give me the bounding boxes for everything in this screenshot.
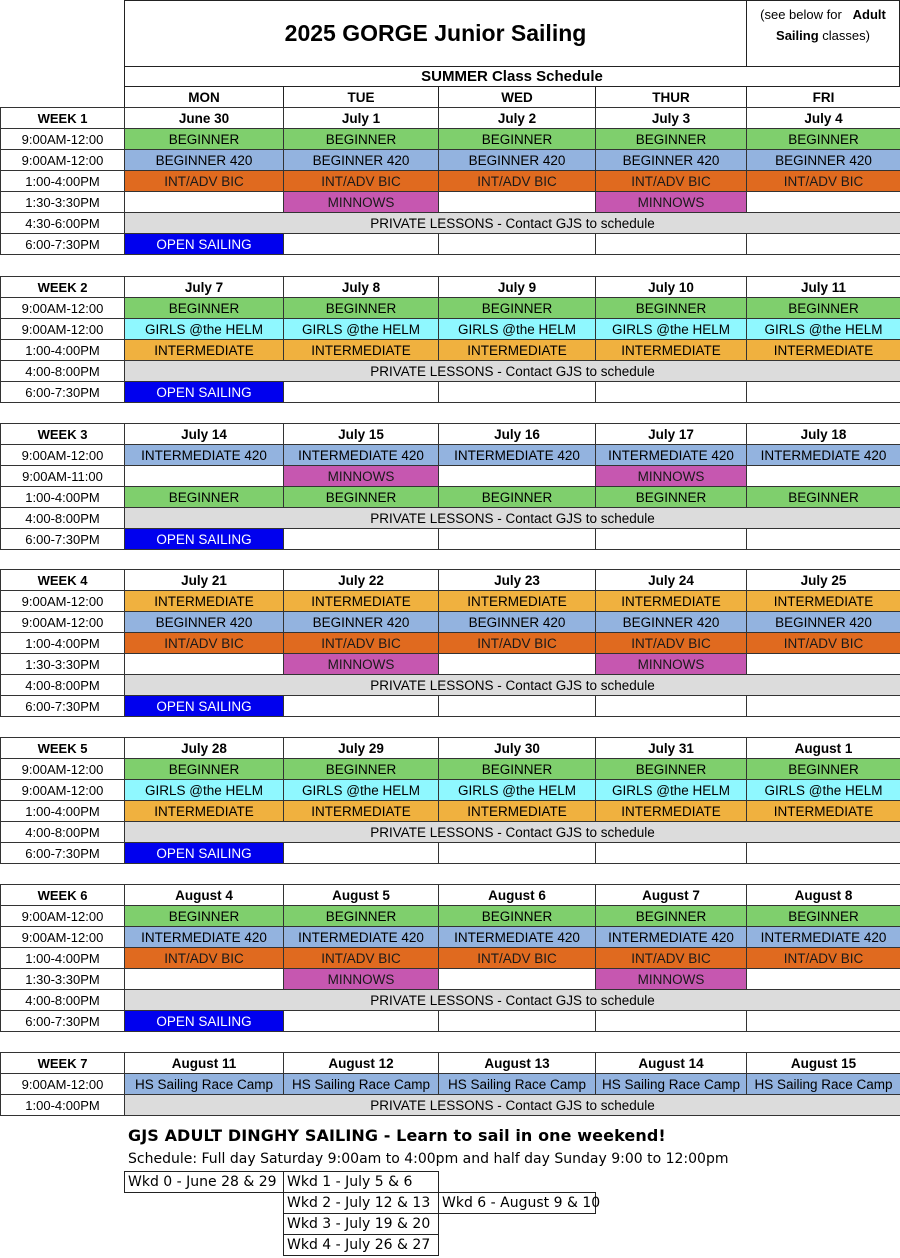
- class-cell: INTERMEDIATE 420: [595, 926, 747, 948]
- empty-slot: [124, 653, 284, 675]
- schedule-subtitle: SUMMER Class Schedule: [124, 66, 900, 87]
- time-slot: 4:30-6:00PM: [0, 212, 125, 234]
- time-slot: 1:30-3:30PM: [0, 653, 125, 675]
- empty-slot: [438, 968, 596, 990]
- private-lessons-row: PRIVATE LESSONS - Contact GJS to schedule: [124, 212, 900, 234]
- date-header: July 14: [124, 423, 284, 445]
- class-cell: BEGINNER: [595, 128, 747, 150]
- class-cell: BEGINNER: [438, 905, 596, 927]
- class-cell: INTERMEDIATE: [438, 800, 596, 822]
- class-cell: INTERMEDIATE: [124, 800, 284, 822]
- time-slot: 1:00-4:00PM: [0, 339, 125, 361]
- empty-slot: [746, 653, 900, 675]
- class-cell: GIRLS @the HELM: [746, 779, 900, 801]
- class-cell: INTERMEDIATE 420: [746, 926, 900, 948]
- class-cell: MINNOWS: [595, 191, 747, 213]
- class-cell: BEGINNER 420: [438, 611, 596, 633]
- time-slot: 9:00AM-12:00: [0, 297, 125, 319]
- time-slot: 9:00AM-12:00: [0, 758, 125, 780]
- private-lessons-row: PRIVATE LESSONS - Contact GJS to schedule: [124, 821, 900, 843]
- time-slot: 4:00-8:00PM: [0, 674, 125, 696]
- class-cell: BEGINNER: [438, 297, 596, 319]
- class-cell: BEGINNER: [746, 486, 900, 508]
- adult-weekend: Wkd 0 - June 28 & 29: [124, 1171, 285, 1193]
- date-header: August 13: [438, 1052, 596, 1074]
- empty-slot: [438, 842, 596, 864]
- class-cell: BEGINNER 420: [438, 149, 596, 171]
- class-cell: GIRLS @the HELM: [283, 779, 439, 801]
- date-header: August 14: [595, 1052, 747, 1074]
- date-header: July 30: [438, 737, 596, 759]
- empty-slot: [746, 233, 900, 255]
- class-cell: INTERMEDIATE: [124, 590, 284, 612]
- class-cell: MINNOWS: [595, 465, 747, 487]
- date-header: June 30: [124, 107, 284, 129]
- class-cell: BEGINNER: [283, 128, 439, 150]
- time-slot: 6:00-7:30PM: [0, 1010, 125, 1032]
- class-cell: BEGINNER: [438, 758, 596, 780]
- class-cell: BEGINNER: [746, 758, 900, 780]
- date-header: July 31: [595, 737, 747, 759]
- class-cell: HS Sailing Race Camp: [595, 1073, 747, 1095]
- time-slot: 1:00-4:00PM: [0, 486, 125, 508]
- class-cell: HS Sailing Race Camp: [124, 1073, 284, 1095]
- class-cell: GIRLS @the HELM: [283, 318, 439, 340]
- class-cell: OPEN SAILING: [124, 233, 284, 255]
- empty-slot: [283, 1010, 439, 1032]
- date-header: August 6: [438, 884, 596, 906]
- class-cell: INTERMEDIATE: [595, 339, 747, 361]
- class-cell: BEGINNER: [595, 486, 747, 508]
- class-cell: MINNOWS: [283, 191, 439, 213]
- time-slot: 6:00-7:30PM: [0, 233, 125, 255]
- private-lessons-row: PRIVATE LESSONS - Contact GJS to schedule: [124, 360, 900, 382]
- class-cell: BEGINNER: [746, 905, 900, 927]
- time-slot: 9:00AM-12:00: [0, 779, 125, 801]
- week-label: WEEK 2: [0, 276, 125, 298]
- date-header: July 22: [283, 569, 439, 591]
- class-cell: INT/ADV BIC: [746, 170, 900, 192]
- time-slot: 9:00AM-12:00: [0, 318, 125, 340]
- class-cell: INTERMEDIATE: [746, 590, 900, 612]
- time-slot: 9:00AM-12:00: [0, 128, 125, 150]
- class-cell: GIRLS @the HELM: [595, 318, 747, 340]
- time-slot: 9:00AM-12:00: [0, 444, 125, 466]
- class-cell: INTERMEDIATE: [124, 339, 284, 361]
- time-slot: 4:00-8:00PM: [0, 360, 125, 382]
- class-cell: INT/ADV BIC: [283, 632, 439, 654]
- class-cell: INT/ADV BIC: [595, 947, 747, 969]
- date-header: August 5: [283, 884, 439, 906]
- time-slot: 9:00AM-12:00: [0, 611, 125, 633]
- class-cell: INTERMEDIATE: [595, 800, 747, 822]
- class-cell: OPEN SAILING: [124, 528, 284, 550]
- time-slot: 6:00-7:30PM: [0, 528, 125, 550]
- empty-slot: [595, 528, 747, 550]
- class-cell: BEGINNER: [595, 297, 747, 319]
- class-cell: OPEN SAILING: [124, 842, 284, 864]
- class-cell: INTERMEDIATE: [746, 800, 900, 822]
- class-cell: INTERMEDIATE: [595, 590, 747, 612]
- empty-slot: [124, 968, 284, 990]
- class-cell: BEGINNER 420: [124, 149, 284, 171]
- empty-slot: [438, 381, 596, 403]
- empty-slot: [283, 695, 439, 717]
- date-header: July 1: [283, 107, 439, 129]
- empty-slot: [746, 528, 900, 550]
- adult-schedule: Schedule: Full day Saturday 9:00am to 4:00pm and half day Sunday 9:00 to 12:00pm: [128, 1151, 729, 1167]
- time-slot: 9:00AM-11:00: [0, 465, 125, 487]
- date-header: July 2: [438, 107, 596, 129]
- class-cell: INTERMEDIATE 420: [746, 444, 900, 466]
- week-label: WEEK 3: [0, 423, 125, 445]
- class-cell: BEGINNER 420: [283, 611, 439, 633]
- empty-slot: [746, 191, 900, 213]
- date-header: July 17: [595, 423, 747, 445]
- week-label: WEEK 4: [0, 569, 125, 591]
- empty-slot: [746, 968, 900, 990]
- class-cell: MINNOWS: [283, 653, 439, 675]
- time-slot: 9:00AM-12:00: [0, 905, 125, 927]
- class-cell: BEGINNER 420: [283, 149, 439, 171]
- empty-slot: [746, 1010, 900, 1032]
- class-cell: INT/ADV BIC: [283, 947, 439, 969]
- week-label: WEEK 1: [0, 107, 125, 129]
- class-cell: BEGINNER: [595, 758, 747, 780]
- class-cell: OPEN SAILING: [124, 1010, 284, 1032]
- date-header: July 23: [438, 569, 596, 591]
- private-lessons-row: PRIVATE LESSONS - Contact GJS to schedule: [124, 507, 900, 529]
- time-slot: 1:00-4:00PM: [0, 947, 125, 969]
- time-slot: 1:00-4:00PM: [0, 1094, 125, 1116]
- class-cell: INT/ADV BIC: [438, 632, 596, 654]
- day-header: WED: [438, 86, 596, 108]
- class-cell: INT/ADV BIC: [438, 170, 596, 192]
- time-slot: 1:30-3:30PM: [0, 968, 125, 990]
- time-slot: 4:00-8:00PM: [0, 507, 125, 529]
- class-cell: GIRLS @the HELM: [595, 779, 747, 801]
- empty-slot: [746, 381, 900, 403]
- week-label: WEEK 5: [0, 737, 125, 759]
- class-cell: BEGINNER: [746, 297, 900, 319]
- time-slot: 1:00-4:00PM: [0, 170, 125, 192]
- time-slot: 6:00-7:30PM: [0, 842, 125, 864]
- class-cell: INTERMEDIATE: [438, 339, 596, 361]
- empty-slot: [746, 695, 900, 717]
- class-cell: BEGINNER 420: [595, 611, 747, 633]
- day-header: FRI: [746, 86, 900, 108]
- time-slot: 9:00AM-12:00: [0, 590, 125, 612]
- private-lessons-row: PRIVATE LESSONS - Contact GJS to schedule: [124, 1094, 900, 1116]
- class-cell: INT/ADV BIC: [746, 632, 900, 654]
- class-cell: BEGINNER: [283, 905, 439, 927]
- class-cell: INT/ADV BIC: [595, 632, 747, 654]
- date-header: August 8: [746, 884, 900, 906]
- class-cell: BEGINNER: [124, 297, 284, 319]
- class-cell: INTERMEDIATE 420: [124, 926, 284, 948]
- adult-weekend: Wkd 6 - August 9 & 10: [438, 1192, 596, 1214]
- time-slot: 9:00AM-12:00: [0, 149, 125, 171]
- day-header: THUR: [595, 86, 747, 108]
- time-slot: 1:00-4:00PM: [0, 632, 125, 654]
- time-slot: 4:00-8:00PM: [0, 821, 125, 843]
- date-header: July 10: [595, 276, 747, 298]
- day-header: MON: [124, 86, 284, 108]
- class-cell: INT/ADV BIC: [124, 170, 284, 192]
- empty-slot: [595, 1010, 747, 1032]
- empty-slot: [595, 842, 747, 864]
- date-header: July 8: [283, 276, 439, 298]
- class-cell: INTERMEDIATE 420: [283, 926, 439, 948]
- class-cell: INTERMEDIATE: [438, 590, 596, 612]
- date-header: July 9: [438, 276, 596, 298]
- class-cell: BEGINNER: [124, 905, 284, 927]
- empty-slot: [438, 465, 596, 487]
- date-header: July 16: [438, 423, 596, 445]
- class-cell: BEGINNER: [124, 758, 284, 780]
- date-header: July 29: [283, 737, 439, 759]
- empty-slot: [438, 653, 596, 675]
- empty-slot: [438, 1010, 596, 1032]
- class-cell: INTERMEDIATE 420: [438, 926, 596, 948]
- class-cell: BEGINNER: [124, 128, 284, 150]
- class-cell: GIRLS @the HELM: [124, 318, 284, 340]
- day-header: TUE: [283, 86, 439, 108]
- class-cell: BEGINNER: [438, 128, 596, 150]
- empty-slot: [283, 233, 439, 255]
- adult-note: (see below for Adult Sailing classes): [746, 0, 900, 67]
- date-header: August 11: [124, 1052, 284, 1074]
- time-slot: 6:00-7:30PM: [0, 695, 125, 717]
- class-cell: HS Sailing Race Camp: [438, 1073, 596, 1095]
- class-cell: INTERMEDIATE 420: [595, 444, 747, 466]
- empty-slot: [746, 465, 900, 487]
- date-header: July 18: [746, 423, 900, 445]
- date-header: July 3: [595, 107, 747, 129]
- class-cell: BEGINNER 420: [746, 149, 900, 171]
- class-cell: INT/ADV BIC: [283, 170, 439, 192]
- time-slot: 4:00-8:00PM: [0, 989, 125, 1011]
- date-header: July 24: [595, 569, 747, 591]
- empty-slot: [438, 191, 596, 213]
- date-header: July 15: [283, 423, 439, 445]
- class-cell: GIRLS @the HELM: [438, 779, 596, 801]
- class-cell: BEGINNER: [438, 486, 596, 508]
- class-cell: INTERMEDIATE: [283, 800, 439, 822]
- class-cell: GIRLS @the HELM: [124, 779, 284, 801]
- adult-weekend: Wkd 4 - July 26 & 27: [283, 1234, 439, 1256]
- class-cell: INT/ADV BIC: [746, 947, 900, 969]
- class-cell: GIRLS @the HELM: [438, 318, 596, 340]
- class-cell: OPEN SAILING: [124, 695, 284, 717]
- class-cell: MINNOWS: [283, 465, 439, 487]
- class-cell: INT/ADV BIC: [595, 170, 747, 192]
- class-cell: HS Sailing Race Camp: [746, 1073, 900, 1095]
- class-cell: BEGINNER: [124, 486, 284, 508]
- adult-weekend: Wkd 2 - July 12 & 13: [283, 1192, 439, 1214]
- date-header: August 12: [283, 1052, 439, 1074]
- date-header: July 7: [124, 276, 284, 298]
- class-cell: HS Sailing Race Camp: [283, 1073, 439, 1095]
- class-cell: BEGINNER 420: [124, 611, 284, 633]
- class-cell: MINNOWS: [595, 968, 747, 990]
- time-slot: 9:00AM-12:00: [0, 926, 125, 948]
- empty-slot: [595, 233, 747, 255]
- adult-weekend: Wkd 3 - July 19 & 20: [283, 1213, 439, 1235]
- class-cell: BEGINNER: [283, 297, 439, 319]
- class-cell: MINNOWS: [595, 653, 747, 675]
- empty-slot: [746, 842, 900, 864]
- empty-slot: [595, 381, 747, 403]
- date-header: August 15: [746, 1052, 900, 1074]
- empty-slot: [283, 528, 439, 550]
- date-header: August 4: [124, 884, 284, 906]
- date-header: July 21: [124, 569, 284, 591]
- time-slot: 1:30-3:30PM: [0, 191, 125, 213]
- class-cell: INTERMEDIATE 420: [283, 444, 439, 466]
- date-header: July 28: [124, 737, 284, 759]
- class-cell: GIRLS @the HELM: [746, 318, 900, 340]
- class-cell: BEGINNER: [746, 128, 900, 150]
- class-cell: INTERMEDIATE: [283, 339, 439, 361]
- class-cell: OPEN SAILING: [124, 381, 284, 403]
- class-cell: INT/ADV BIC: [124, 947, 284, 969]
- private-lessons-row: PRIVATE LESSONS - Contact GJS to schedule: [124, 674, 900, 696]
- week-label: WEEK 7: [0, 1052, 125, 1074]
- class-cell: INTERMEDIATE 420: [438, 444, 596, 466]
- time-slot: 1:00-4:00PM: [0, 800, 125, 822]
- empty-slot: [283, 842, 439, 864]
- empty-slot: [438, 528, 596, 550]
- week-label: WEEK 6: [0, 884, 125, 906]
- date-header: July 4: [746, 107, 900, 129]
- time-slot: 9:00AM-12:00: [0, 1073, 125, 1095]
- class-cell: BEGINNER: [595, 905, 747, 927]
- class-cell: INT/ADV BIC: [124, 632, 284, 654]
- date-header: August 7: [595, 884, 747, 906]
- class-cell: MINNOWS: [283, 968, 439, 990]
- empty-slot: [124, 191, 284, 213]
- class-cell: BEGINNER: [283, 486, 439, 508]
- adult-weekend: Wkd 1 - July 5 & 6: [283, 1171, 439, 1193]
- class-cell: INTERMEDIATE: [283, 590, 439, 612]
- class-cell: BEGINNER: [283, 758, 439, 780]
- empty-slot: [124, 465, 284, 487]
- empty-slot: [595, 695, 747, 717]
- empty-slot: [283, 381, 439, 403]
- empty-slot: [438, 695, 596, 717]
- private-lessons-row: PRIVATE LESSONS - Contact GJS to schedule: [124, 989, 900, 1011]
- time-slot: 6:00-7:30PM: [0, 381, 125, 403]
- date-header: July 11: [746, 276, 900, 298]
- date-header: July 25: [746, 569, 900, 591]
- class-cell: BEGINNER 420: [746, 611, 900, 633]
- class-cell: INTERMEDIATE: [746, 339, 900, 361]
- class-cell: INTERMEDIATE 420: [124, 444, 284, 466]
- adult-title: GJS ADULT DINGHY SAILING - Learn to sail in one weekend!: [128, 1126, 666, 1145]
- page-title: 2025 GORGE Junior Sailing: [124, 0, 747, 67]
- class-cell: BEGINNER 420: [595, 149, 747, 171]
- class-cell: INT/ADV BIC: [438, 947, 596, 969]
- date-header: August 1: [746, 737, 900, 759]
- empty-slot: [438, 233, 596, 255]
